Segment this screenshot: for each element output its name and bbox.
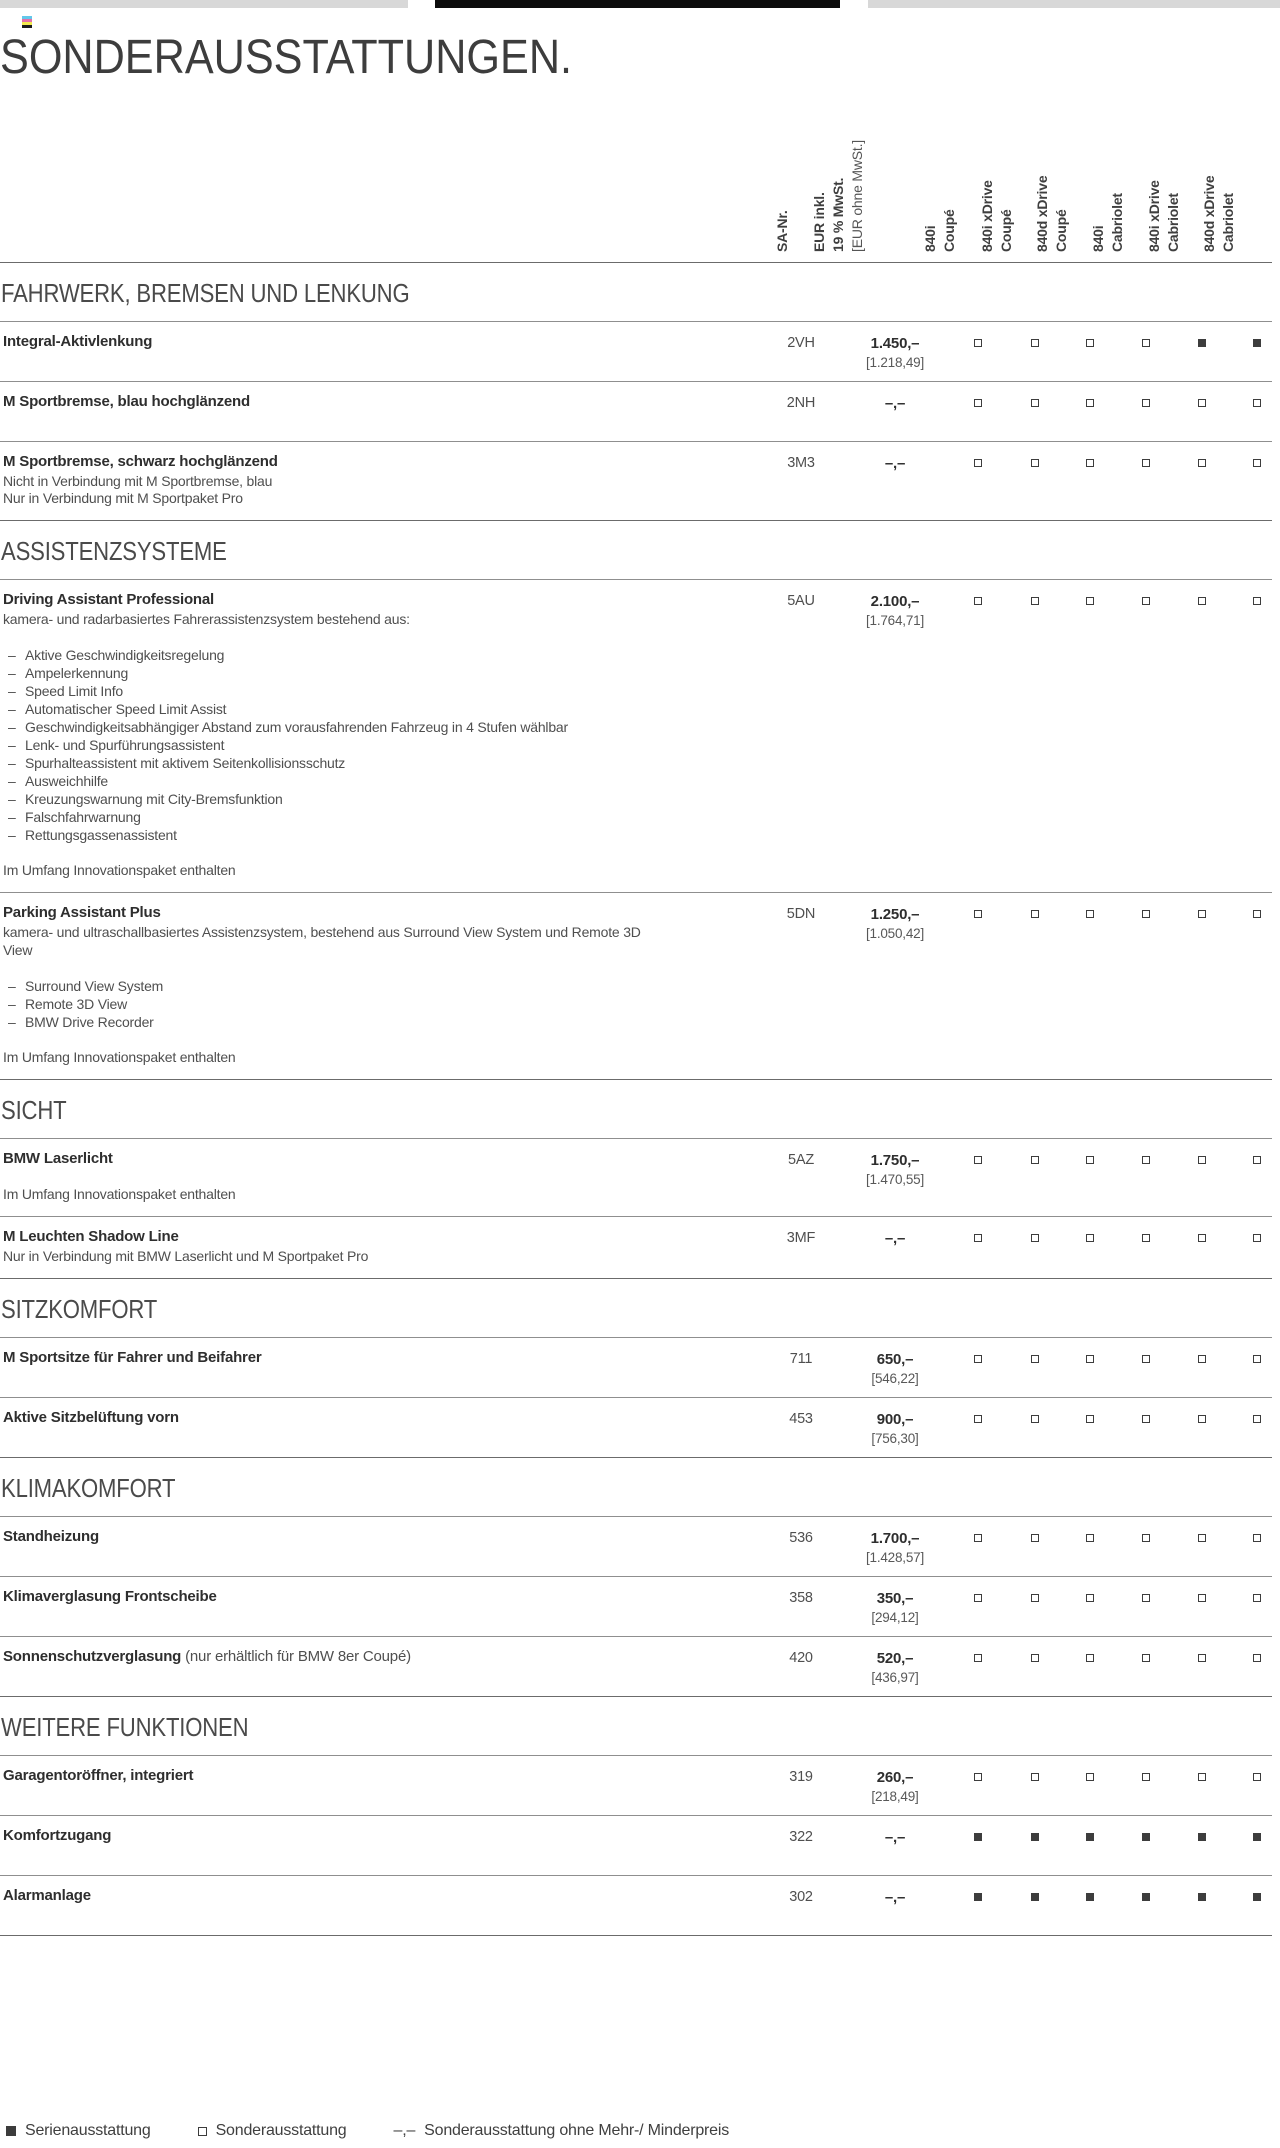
section-title xyxy=(0,1697,1272,1755)
optional-equipment-mark xyxy=(974,1415,982,1423)
standard-equipment-mark xyxy=(974,1833,982,1841)
option-name xyxy=(3,333,723,351)
sa-number: 5DN xyxy=(786,906,816,922)
optional-equipment-mark xyxy=(974,1355,982,1363)
price-net: [756,30] xyxy=(871,1431,919,1446)
section-title-text: SICHT xyxy=(1,1095,67,1125)
optional-equipment-mark xyxy=(1198,1156,1206,1164)
optional-equipment-mark xyxy=(1031,1355,1039,1363)
option-footnote: Im Umfang Innovationspaket enthalten xyxy=(3,862,236,878)
option-name-text: M Leuchten Shadow Line xyxy=(3,1228,179,1245)
option-description: kamera- und ultraschallbasiertes Assistenzsystem, bestehend aus Surround View System und Remote 3D View xyxy=(3,924,641,958)
option-name xyxy=(3,393,723,411)
optional-equipment-mark xyxy=(1253,1594,1261,1602)
option-name xyxy=(3,1409,723,1427)
price-cell xyxy=(850,1590,940,1627)
option-name-text: Alarmanlage xyxy=(3,1887,91,1904)
price-gross: 1.750,– xyxy=(870,1152,920,1169)
optional-equipment-mark xyxy=(1198,1654,1206,1662)
column-header-model-4 xyxy=(1145,180,1183,252)
price-cell xyxy=(850,1230,940,1248)
section-title-text: KLIMAKOMFORT xyxy=(1,1473,176,1503)
option-feature-text: – Remote 3D View xyxy=(25,996,127,1012)
section xyxy=(0,1457,1272,1696)
option-feature-item xyxy=(3,995,703,1013)
optional-equipment-mark xyxy=(974,1156,982,1164)
standard-equipment-mark xyxy=(1142,1833,1150,1841)
price-gross: 1.700,– xyxy=(870,1530,920,1547)
column-header-model-1 xyxy=(978,180,1016,252)
optional-equipment-mark xyxy=(974,339,982,347)
legend xyxy=(6,2122,729,2140)
option-feature-item xyxy=(3,682,703,700)
option-name xyxy=(3,1228,723,1246)
option-name xyxy=(3,1767,723,1785)
column-header-line: Cabriolet xyxy=(1165,193,1181,252)
option-name-text: Parking Assistant Plus xyxy=(3,904,161,921)
optional-equipment-mark xyxy=(1142,1773,1150,1781)
table-row xyxy=(0,1875,1272,1935)
optional-equipment-mark xyxy=(1142,910,1150,918)
option-feature-item xyxy=(3,977,703,995)
option-name-text: Driving Assistant Professional xyxy=(3,591,215,608)
option-name xyxy=(3,1827,723,1845)
column-header-model-2 xyxy=(1033,176,1071,252)
price-gross: 650,– xyxy=(876,1351,914,1368)
color-registration-mark-icon xyxy=(22,16,32,28)
option-name xyxy=(3,1528,723,1546)
legend-filled-square-icon xyxy=(6,2126,16,2136)
legend-dash-symbol: –,– xyxy=(393,2122,416,2139)
section xyxy=(0,262,1272,520)
option-name xyxy=(3,453,723,471)
legend-item xyxy=(6,2122,151,2140)
optional-equipment-mark xyxy=(1031,1415,1039,1423)
option-feature-item xyxy=(3,664,703,682)
option-feature-item xyxy=(3,1013,703,1031)
option-name xyxy=(3,1349,723,1367)
option-note: Nicht in Verbindung mit M Sportbremse, blau xyxy=(3,473,273,489)
optional-equipment-mark xyxy=(1253,1355,1261,1363)
option-notes xyxy=(3,1248,1272,1265)
standard-equipment-mark xyxy=(1142,1893,1150,1901)
sa-number: 319 xyxy=(789,1769,813,1785)
optional-equipment-mark xyxy=(1086,339,1094,347)
column-header-line: EUR inkl. xyxy=(810,192,827,252)
price-cell xyxy=(850,1889,940,1907)
column-header-line: 840i xDrive xyxy=(979,180,995,252)
optional-equipment-mark xyxy=(974,399,982,407)
option-name-text: Komfortzugang xyxy=(3,1827,112,1844)
optional-equipment-mark xyxy=(1253,1415,1261,1423)
column-header-line: 840i xyxy=(1090,225,1106,252)
optional-equipment-mark xyxy=(1253,459,1261,467)
column-header-line: 840i xyxy=(922,225,938,252)
option-notes xyxy=(3,473,1272,507)
option-feature-text: – Ampelerkennung xyxy=(25,665,129,681)
standard-equipment-mark xyxy=(1031,1833,1039,1841)
standard-equipment-mark xyxy=(1086,1893,1094,1901)
price-cell xyxy=(850,593,940,630)
optional-equipment-mark xyxy=(1253,1156,1261,1164)
option-feature-item xyxy=(3,718,703,736)
option-feature-item xyxy=(3,736,703,754)
option-feature-text: – Speed Limit Info xyxy=(25,683,123,699)
legend-item xyxy=(394,2122,730,2140)
optional-equipment-mark xyxy=(1198,1415,1206,1423)
optional-equipment-mark xyxy=(974,1534,982,1542)
optional-equipment-mark xyxy=(1031,910,1039,918)
optional-equipment-mark xyxy=(1253,399,1261,407)
section xyxy=(0,1696,1272,1936)
optional-equipment-mark xyxy=(974,1594,982,1602)
sa-number: 302 xyxy=(789,1889,813,1905)
standard-equipment-mark xyxy=(1198,339,1206,347)
price-gross: –,– xyxy=(884,1889,906,1906)
optional-equipment-mark xyxy=(1086,1355,1094,1363)
standard-equipment-mark xyxy=(974,1893,982,1901)
optional-equipment-mark xyxy=(1253,1654,1261,1662)
optional-equipment-mark xyxy=(1142,1594,1150,1602)
price-cell xyxy=(850,1530,940,1567)
option-feature-text: – Automatischer Speed Limit Assist xyxy=(25,701,227,717)
option-name-text: Sonnenschutzverglasung xyxy=(3,1648,182,1665)
option-name-text: BMW Laserlicht xyxy=(3,1150,113,1167)
sa-number: 711 xyxy=(789,1351,813,1367)
optional-equipment-mark xyxy=(1031,399,1039,407)
option-name xyxy=(3,1887,723,1905)
optional-equipment-mark xyxy=(1142,1234,1150,1242)
optional-equipment-mark xyxy=(974,1654,982,1662)
option-feature-text: – Aktive Geschwindigkeitsregelung xyxy=(25,647,225,663)
sa-number: 536 xyxy=(789,1530,813,1546)
option-feature-text: – Lenk- und Spurführungsassistent xyxy=(25,737,225,753)
column-header-line: 840d xDrive xyxy=(1034,175,1050,252)
option-feature-item xyxy=(3,646,703,664)
price-gross: –,– xyxy=(884,455,906,472)
column-header-price xyxy=(810,140,867,252)
option-name xyxy=(3,591,723,609)
section-title-text: FAHRWERK, BREMSEN UND LENKUNG xyxy=(1,278,410,308)
table-row xyxy=(0,1337,1272,1397)
column-header-line: SA-Nr. xyxy=(773,210,790,252)
table-row xyxy=(0,321,1272,381)
section-title-text: WEITERE FUNKTIONEN xyxy=(1,1712,249,1742)
option-name-text: Integral-Aktivlenkung xyxy=(3,333,153,350)
optional-equipment-mark xyxy=(1086,1234,1094,1242)
price-net: [1.218,49] xyxy=(865,355,925,370)
option-description: kamera- und radarbasiertes Fahrerassistenzsystem bestehend aus: xyxy=(3,611,410,627)
option-feature-text: – Surround View System xyxy=(25,978,164,994)
optional-equipment-mark xyxy=(1142,399,1150,407)
optional-equipment-mark xyxy=(1253,910,1261,918)
option-footnote: Im Umfang Innovationspaket enthalten xyxy=(3,1049,236,1065)
price-gross: 350,– xyxy=(876,1590,914,1607)
section-title-text: ASSISTENZSYSTEME xyxy=(1,536,227,566)
optional-equipment-mark xyxy=(1198,910,1206,918)
option-name xyxy=(3,1150,723,1168)
optional-equipment-mark xyxy=(1031,459,1039,467)
price-cell xyxy=(850,1351,940,1388)
option-name-text: Klimaverglasung Frontscheibe xyxy=(3,1588,217,1605)
option-feature-item xyxy=(3,790,703,808)
optional-equipment-mark xyxy=(1142,459,1150,467)
price-gross: 1.450,– xyxy=(870,335,920,352)
standard-equipment-mark xyxy=(1198,1893,1206,1901)
column-header-line: Coupé xyxy=(998,209,1014,252)
section xyxy=(0,1278,1272,1457)
option-feature-item xyxy=(3,700,703,718)
optional-equipment-mark xyxy=(1198,459,1206,467)
price-cell xyxy=(850,455,940,473)
sa-number: 5AZ xyxy=(788,1152,814,1168)
section-title xyxy=(0,1279,1272,1337)
sa-number: 2NH xyxy=(786,395,816,411)
price-cell xyxy=(850,1829,940,1847)
option-footnote: Im Umfang Innovationspaket enthalten xyxy=(3,1186,236,1202)
price-net: [1.764,71] xyxy=(865,613,925,628)
optional-equipment-mark xyxy=(1253,1234,1261,1242)
option-feature-text: – BMW Drive Recorder xyxy=(25,1014,154,1030)
optional-equipment-mark xyxy=(1031,1773,1039,1781)
legend-empty-square-icon xyxy=(198,2127,207,2136)
table-row xyxy=(0,1815,1272,1875)
optional-equipment-mark xyxy=(1198,1594,1206,1602)
option-feature-item xyxy=(3,808,703,826)
optional-equipment-mark xyxy=(1031,1234,1039,1242)
price-net: [1.470,55] xyxy=(865,1172,925,1187)
optional-equipment-mark xyxy=(1198,1534,1206,1542)
table-row xyxy=(0,1138,1272,1216)
column-header-line: 19 % MwSt. xyxy=(829,177,846,252)
section xyxy=(0,1079,1272,1278)
column-header-line: Cabriolet xyxy=(1109,193,1125,252)
price-gross: –,– xyxy=(884,1230,906,1247)
option-feature-item xyxy=(3,754,703,772)
standard-equipment-mark xyxy=(1253,1833,1261,1841)
option-feature-list xyxy=(3,646,1272,844)
option-feature-text: – Kreuzungswarnung mit City-Bremsfunktion xyxy=(25,791,283,807)
option-feature-text: – Rettungsgassenassistent xyxy=(25,827,177,843)
option-feature-text: – Spurhalteassistent mit aktivem Seitenkollisionsschutz xyxy=(25,755,346,771)
option-feature-list xyxy=(3,977,1272,1031)
price-net: [294,12] xyxy=(871,1610,919,1625)
table-row xyxy=(0,1755,1272,1815)
optional-equipment-mark xyxy=(1031,339,1039,347)
standard-equipment-mark xyxy=(1253,339,1261,347)
option-name-text: Garagentoröffner, integriert xyxy=(3,1767,194,1784)
optional-equipment-mark xyxy=(1086,1415,1094,1423)
price-cell xyxy=(850,1152,940,1189)
sa-number: 420 xyxy=(789,1650,813,1666)
price-cell xyxy=(850,395,940,413)
table-header xyxy=(0,82,1280,262)
page-title: SONDERAUSSTATTUNGEN. xyxy=(0,31,573,84)
table-row xyxy=(0,892,1272,1079)
column-header-model-3 xyxy=(1089,193,1127,252)
column-header-line: 840i xDrive xyxy=(1146,180,1162,252)
column-header-line: Cabriolet xyxy=(1220,193,1236,252)
sa-number: 3MF xyxy=(786,1230,816,1246)
price-cell xyxy=(850,906,940,943)
optional-equipment-mark xyxy=(1031,597,1039,605)
optional-equipment-mark xyxy=(1086,910,1094,918)
optional-equipment-mark xyxy=(1198,1355,1206,1363)
price-gross: 520,– xyxy=(876,1650,914,1667)
price-net: [1.428,57] xyxy=(865,1550,925,1565)
optional-equipment-mark xyxy=(1086,1773,1094,1781)
legend-label: Sonderausstattung ohne Mehr-/ Minderpreis xyxy=(424,2122,730,2139)
legend-item xyxy=(198,2122,347,2140)
optional-equipment-mark xyxy=(1253,597,1261,605)
print-bar-gray-left xyxy=(0,0,408,8)
section-title xyxy=(0,1080,1272,1138)
sa-number: 322 xyxy=(789,1829,813,1845)
option-name-text: M Sportbremse, schwarz hochglänzend xyxy=(3,453,278,470)
table-row xyxy=(0,1636,1272,1696)
option-name-text: Standheizung xyxy=(3,1528,99,1545)
table-row xyxy=(0,441,1272,520)
table-row xyxy=(0,1516,1272,1576)
optional-equipment-mark xyxy=(974,1234,982,1242)
price-cell xyxy=(850,1650,940,1687)
optional-equipment-mark xyxy=(1198,597,1206,605)
option-feature-text: – Ausweichhilfe xyxy=(25,773,108,789)
optional-equipment-mark xyxy=(1142,1355,1150,1363)
price-net: [436,97] xyxy=(871,1670,919,1685)
price-gross: 1.250,– xyxy=(870,906,920,923)
option-name xyxy=(3,904,723,922)
section-title xyxy=(0,263,1272,321)
section xyxy=(0,520,1272,1079)
optional-equipment-mark xyxy=(1142,339,1150,347)
option-name-text: Aktive Sitzbelüftung vorn xyxy=(3,1409,179,1426)
table-row xyxy=(0,1576,1272,1636)
optional-equipment-mark xyxy=(1031,1156,1039,1164)
print-bar-gray-right xyxy=(868,0,1280,8)
column-header-model-5 xyxy=(1200,176,1238,252)
option-name-text: M Sportbremse, blau hochglänzend xyxy=(3,393,250,410)
optional-equipment-mark xyxy=(1031,1534,1039,1542)
price-gross: 900,– xyxy=(876,1411,914,1428)
optional-equipment-mark xyxy=(1142,1654,1150,1662)
option-name xyxy=(3,1648,723,1666)
price-gross: 260,– xyxy=(876,1769,914,1786)
optional-equipment-mark xyxy=(974,910,982,918)
column-header-line: [EUR ohne MwSt.] xyxy=(848,140,865,252)
option-name-suffix: (nur erhältlich für BMW 8er Coupé) xyxy=(181,1648,411,1665)
option-feature-item xyxy=(3,772,703,790)
standard-equipment-mark xyxy=(1086,1833,1094,1841)
legend-label: Sonderausstattung xyxy=(215,2122,347,2139)
option-feature-text: – Falschfahrwarnung xyxy=(25,809,141,825)
optional-equipment-mark xyxy=(974,459,982,467)
optional-equipment-mark xyxy=(1198,1773,1206,1781)
price-cell xyxy=(850,335,940,372)
option-note: Nur in Verbindung mit BMW Laserlicht und M Sportpaket Pro xyxy=(3,1248,369,1264)
sa-number: 358 xyxy=(789,1590,813,1606)
optional-equipment-mark xyxy=(1253,1773,1261,1781)
optional-equipment-mark xyxy=(1031,1654,1039,1662)
optional-equipment-mark xyxy=(1142,1415,1150,1423)
price-gross: –,– xyxy=(884,395,906,412)
sa-number: 2VH xyxy=(787,335,815,351)
column-header-line: 840d xDrive xyxy=(1201,175,1217,252)
standard-equipment-mark xyxy=(1253,1893,1261,1901)
column-header-line: Coupé xyxy=(1053,209,1069,252)
optional-equipment-mark xyxy=(1086,399,1094,407)
standard-equipment-mark xyxy=(1198,1833,1206,1841)
optional-equipment-mark xyxy=(1086,1534,1094,1542)
optional-equipment-mark xyxy=(1253,1534,1261,1542)
table-row xyxy=(0,381,1272,441)
sa-number: 453 xyxy=(789,1411,813,1427)
optional-equipment-mark xyxy=(1142,597,1150,605)
column-header-line: Coupé xyxy=(941,209,957,252)
options-table xyxy=(0,262,1272,1936)
price-gross: –,– xyxy=(884,1829,906,1846)
optional-equipment-mark xyxy=(974,597,982,605)
regmark-stripe xyxy=(22,25,32,28)
legend-label: Serienausstattung xyxy=(25,2122,151,2139)
table-row xyxy=(0,579,1272,892)
optional-equipment-mark xyxy=(1198,1234,1206,1242)
section-title xyxy=(0,1458,1272,1516)
column-header-sa-nr xyxy=(773,210,792,252)
column-header-model-0 xyxy=(921,209,959,252)
price-cell xyxy=(850,1769,940,1806)
section-title-text: SITZKOMFORT xyxy=(1,1294,158,1324)
optional-equipment-mark xyxy=(1031,1594,1039,1602)
price-gross: 2.100,– xyxy=(870,593,920,610)
price-net: [218,49] xyxy=(871,1789,919,1804)
section-title xyxy=(0,521,1272,579)
optional-equipment-mark xyxy=(1086,1156,1094,1164)
option-note: Nur in Verbindung mit M Sportpaket Pro xyxy=(3,490,243,506)
sa-number: 3M3 xyxy=(787,455,815,471)
optional-equipment-mark xyxy=(1086,459,1094,467)
option-feature-text: – Geschwindigkeitsabhängiger Abstand zum vorausfahrenden Fahrzeug in 4 Stufen wählbar xyxy=(25,719,568,735)
price-net: [546,22] xyxy=(871,1371,919,1386)
optional-equipment-mark xyxy=(1198,399,1206,407)
optional-equipment-mark xyxy=(1086,597,1094,605)
optional-equipment-mark xyxy=(1086,1594,1094,1602)
optional-equipment-mark xyxy=(1142,1534,1150,1542)
table-row xyxy=(0,1216,1272,1278)
sa-number: 5AU xyxy=(787,593,815,609)
optional-equipment-mark xyxy=(1086,1654,1094,1662)
optional-equipment-mark xyxy=(974,1773,982,1781)
print-bar-black xyxy=(435,0,840,8)
standard-equipment-mark xyxy=(1031,1893,1039,1901)
price-net: [1.050,42] xyxy=(865,926,925,941)
option-name-text: M Sportsitze für Fahrer und Beifahrer xyxy=(3,1349,262,1366)
option-name xyxy=(3,1588,723,1606)
table-row xyxy=(0,1397,1272,1457)
option-feature-item xyxy=(3,826,703,844)
optional-equipment-mark xyxy=(1142,1156,1150,1164)
price-cell xyxy=(850,1411,940,1448)
